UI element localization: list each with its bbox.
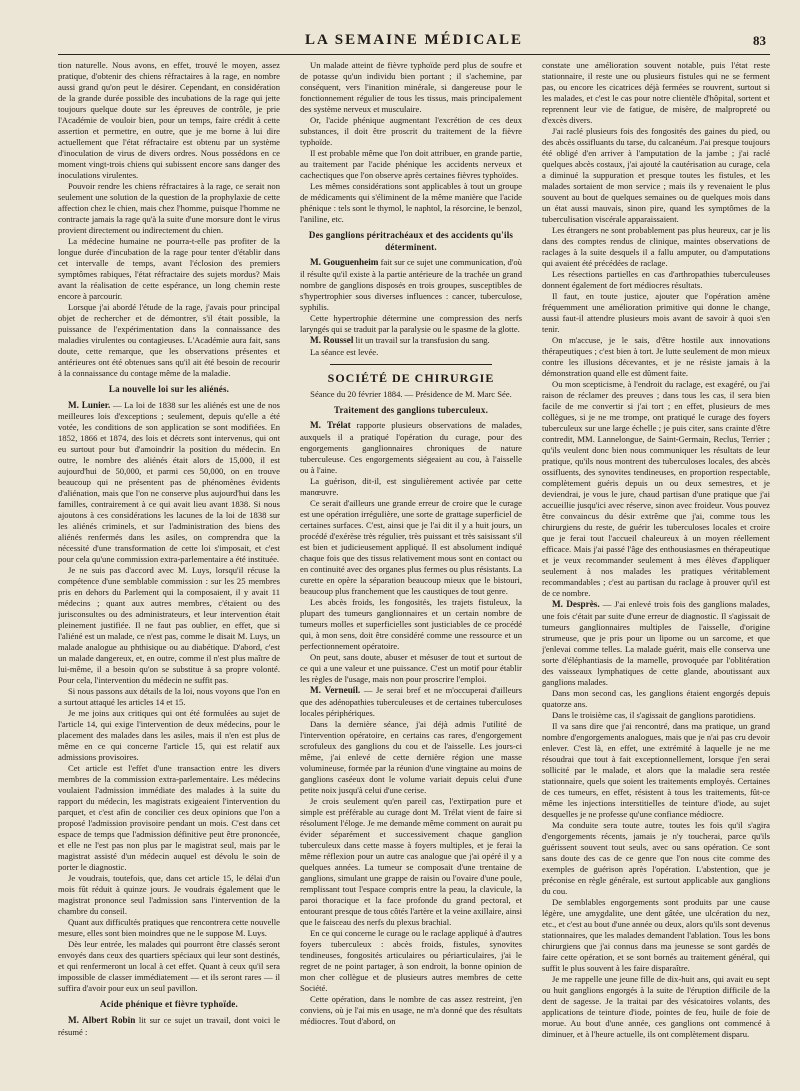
session-info: Séance du 20 février 1884. — Présidence de M. Marc Sée. (310, 388, 512, 399)
paragraph: Je crois seulement qu'en pareil cas, l'extirpation pure et simple est préférable au curage dont M. Trélat vient de faire si résolument l'éloge. Je me demande même comment on aurait pu évider séparément et successivement chaque ganglion tuberculeux dans cette masse à foyers multiples, et je ferai la même réflexion pour un autre cas analogue que j'ai opéré il y a quelques années. La tumeur se composait d'une trentaine de ganglions, simulant une grappe de raisin ou l'ovaire d'une poule, remplissant tout l'espace compris entre la peau, la clavicule, la paroi thoracique et la face profonde du grand pectoral, et entourant presque de tous côtés l'artère et la veine axillaire, ainsi que le faisceau des nerfs du plexus brachial. (300, 795, 522, 927)
speaker-name: M. Desprès. (552, 599, 600, 609)
paragraph: Un malade atteint de fièvre typhoïde perd plus de soufre et de potasse qu'un individu bien portant ; il s'achemine, par conséquent, vers l'inanition minérale, si dangereuse pour le fonctionnement régulier de tous les tissus, mais principalement des système nerveux et musculaire. (300, 60, 522, 114)
paragraph (300, 685, 522, 719)
paragraph: Dans le troisième cas, il s'agissait de ganglions parotidiens. (552, 709, 756, 720)
paragraph: Les mêmes considérations sont applicables à tout un groupe de médicaments qui s'éliminent de la même manière que l'acide phénique : tels sont le thymol, le naphtol, la résorcine, le benzol, l'aniline, etc. (300, 181, 522, 224)
page-header (58, 30, 770, 55)
paragraph (300, 257, 522, 313)
paragraph: constate une amélioration souvent notable, puis l'état reste stationnaire, il reste une ou plusieurs fistules qui ne se ferment pas, ou encore les cicatrices déjà fermées se rouvrent, surtout si les malades, et c'est le cas pour notre clientèle d'hôpital, sortent et reprennent leur vie de fatigue, de misère, de malpropreté ou d'excès divers. (542, 60, 770, 125)
paragraph: Il est probable même que l'on doit attribuer, en grande partie, au traitement par l'acide phénique les accidents nerveux et cachectiques que l'on observe après certaines fièvres typhoïdes. (300, 148, 522, 180)
speaker-name: M. Lunier. (68, 399, 111, 410)
paragraph-text: rapporte plusieurs observations de malades, auxquels il a pratiqué l'opération du curage, pour des engorgements ganglionnaires chroniques de nature tuberculeuse. Ces engorgements siégeaient au cou, à l'aisselle ou à l'aine. (300, 420, 522, 476)
paragraph: J'ai raclé plusieurs fois des fongosités des gaines du pied, ou des abcès ossifluants du tarse, du calcanéum. J'ai presque toujours été obligé d'en arriver à l'amputation de la jambe ; j'ai raclé quelques abcès costaux, j'ai ajouté la cautérisation au curage, cela a diminué la suppuration et presque toutes les fistules, et les malades sortaient de mon service ; mais ils y revenaient le plus souvent au bout de quelques semaines ou de quelques mois dans un état aussi mauvais, sinon pire, quand les symptômes de la tuberculisation viscérale apparaissaient. (542, 126, 770, 224)
paragraph (58, 400, 280, 566)
paragraph: Dans la dernière séance, j'ai déjà admis l'utilité de l'intervention opératoire, en certains cas rares, d'engorgement scrofuleux des ganglions du cou et de l'aisselle. Les jours-ci même, j'ai enlevé de cette dernière région une masse volumineuse, formée par la réunion d'une vingtaine au moins de ganglions caséeux dont le volume variait depuis celui d'une petite noix jusqu'à celui d'une cerise. (300, 718, 522, 795)
paragraph-text: — J'ai enlevé trois fois des ganglions malades, une fois c'était par suite d'une erreur de diagnostic. Il s'agissait de tumeurs ganglionnaires multiples de l'aisselle, d'origine strumeuse, que je pris pour un lipome ou un sarcome, et que j'enlevai comme telles. La malade guérit, mais elle conserva une sorte d'éléphantiasis de la mamelle, provoquée par l'oblitération des vaisseaux lymphatiques de cette glande, aboutissant aux ganglions malades. (542, 599, 770, 687)
paragraph-text: fait sur ce sujet une communication, d'où il résulte qu'il existe à la partie antérieure de la trachée un grand nombre de ganglions disposés en trois groupes, susceptibles de s'hypertrophier sous diverses influences : cancer, tuberculose, syphilis. (300, 257, 522, 312)
paragraph: Si nous passons aux détails de la loi, nous voyons que l'on en a surtout attaqué les articles 14 et 15. (58, 686, 280, 708)
section-heading: Traitement des ganglions tuberculeux. (333, 404, 489, 415)
paragraph: Je me joins aux critiques qui ont été formulées au sujet de l'article 14, qui exige l'intervention de deux médecins, pour le placement des malades dans les asiles, mais il n'en est plus de même en ce qui concerne l'article 15, qui est relatif aux admissions provisoires. (58, 708, 280, 763)
paragraph: Les résections partielles en cas d'arthropathies tuberculeuses donnent également de fort médiocres résultats. (542, 269, 770, 290)
column-1 (58, 60, 280, 1080)
paragraph: Pouvoir rendre les chiens réfractaires à la rage, ce serait non seulement une solution de la question de la prophylaxie de cette affection chez le chien, mais chez l'homme, puisque l'homme ne contracte jamais la rage qu'à la suite d'une morsure dont le virus provient directement ou indirectement du chien. (58, 181, 280, 235)
paragraph (300, 420, 522, 476)
divider (330, 364, 492, 365)
paragraph (542, 599, 770, 688)
page-number: 83 (753, 33, 766, 48)
paragraph: On m'accuse, je le sais, d'être hostile aux innovations thérapeutiques ; c'est bien à tort. Je lutte seulement de mon mieux contre les illusions décevantes, et je ne résiste jamais à la démonstration quand elle est dûment faite. (542, 335, 770, 378)
speaker-name: M. Verneuil. (310, 685, 361, 696)
section-heading: La nouvelle loi sur les aliénés. (108, 384, 230, 394)
paragraph: On peut, sans doute, abuser et mésuser de tout et surtout de ce qui a une valeur et une puissance. C'est un motif pour établir les règles de l'usage, mais non pour proscrire l'emploi. (300, 652, 522, 685)
paragraph: Les étrangers ne sont probablement pas plus heureux, car je lis dans des comptes rendus de clinique, maintes observations de raclages à la suite desquels il a fallu amputer, ou d'amputations qui avaient été précédées de raclage. (542, 225, 770, 268)
speaker-name: M. Trélat (310, 420, 351, 431)
paragraph: Dès leur entrée, les malades qui pourront être classés seront envoyés dans ceux des quartiers spéciaux qui leur sont destinés, et qui renfermeront un local à cet effet. Quant à ceux qu'il sera impossible de classer immédiatement — et ils seront rares — il suffira d'avoir pour eux un seul pavillon. (58, 939, 280, 994)
paragraph: De semblables engorgements sont produits par une cause légère, une amygdalite, une dent gâtée, une ulcération du nez, etc., et c'est au bout d'une année ou deux, alors qu'ils sont devenus stationnaires, que les malades demandent l'ablation. Tous les bons chirurgiens que j'ai connus dans ma jeunesse se sont gardés de faire cette opération, et se sont bornés au traitement général, qui suffit le plus souvent à les faire disparaître. (542, 896, 770, 973)
paragraph-text: lit un travail sur la transfusion du sang. (355, 334, 490, 345)
paragraph-text: — La loi de 1838 sur les aliénés est une de nos meilleures lois d'exceptions ; seulement, depuis qu'elle a été votée, les conditions de son application se sont modifiées. En 1852, 1866 et 1874, des lois et décrets sont intervenus, qui ont eu surtout pour but d'amoindrir la position du médecin. En outre, le nombre des aliénés était alors de 15,000, il est aujourd'hui de 50,000, et parmi ces 50,000, on en trouve beaucoup qui ne présentent pas de phénomènes évidents d'aliénation, mais que l'on ne conserve plus aujourd'hui dans les familles, contrairement à ce qui avait lieu avant 1838. Si nous ajoutons à ces considérations les lacunes de la loi de 1838 sur les aliénés criminels, et sur l'administration des biens des aliénés renfermés dans les asiles, on comprendra que la nécessité d'une transformation de cette loi s'imposait, et c'est pour cela qu'une commission extra-parlementaire a été instituée. (58, 399, 280, 565)
paragraph: Je voudrais, toutefois, que, dans cet article 15, le délai d'un mois fût réduit à quinze jours. Je voudrais également que le magistrat prononce seul l'admission sans l'intervention de la chambre du conseil. (58, 873, 280, 917)
paragraph-text: — Je serai bref et ne m'occuperai d'ailleurs que des adénopathies tuberculeuses et de certaines tuberculoses locales périphériques. (300, 685, 522, 718)
paragraph: Ce serait d'ailleurs une grande erreur de croire que le curage est une opération irréguIière, une sorte de grattage superficiel de certaines surfaces. C'est, ainsi que je l'ai dit il y a huit jours, un procédé d'exérèse très régulier, très puissant et très saisissant s'il est bien et judicieusement appliqué. Il est absolument indiqué chaque fois que des tissus relativement mous sont en contact ou en continuité avec des organes plus fermes ou plus résistants. La curette en opère la séparation beaucoup mieux que le bistouri, beaucoup plus franchement que les caustiques de tout genre. (300, 498, 522, 597)
journal-title: LA SEMAINE MÉDICALE (304, 32, 524, 48)
speaker-name: M. Roussel (310, 334, 354, 345)
society-header (300, 364, 522, 400)
paragraph: La médecine humaine ne pourra-t-elle pas profiter de la longue durée d'incubation de la rage pour tenter d'établir dans cet intervalle de temps, avant l'éclosion des premiers symptômes rabiques, l'état réfractaire des sujets mordus? Mais avant la réalisation de cette espérance, un long chemin reste encore à parcourir. (58, 236, 280, 301)
paragraph: Je me rappelle une jeune fille de dix-huit ans, qui avait eu sept ou huit ganglions engorgés à la suite de l'éruption difficile de la dent de sagesse. Je la traitai par des vésicatoires volants, des applications de teinture d'iode, pointes de feu, huile de foie de morue. Au bout d'une année, ces ganglions ont commencé à diminuer, et à l'heure actuelle, ils ont complètement disparu. (542, 973, 770, 1039)
paragraph: Ou mon scepticisme, à l'endroit du raclage, est exagéré, ou j'ai raison de réclamer des preuves ; dans tous les cas, il sera bien facile de me convertir si j'ai tort ; en effet, plusieurs de mes collègues, si je ne me trompe, ont pratiqué le curage des foyers tuberculeux sur une large échelle ; je puis citer, sans crainte d'être contredit, MM. Lannelongue, de Saint-Germain, Reclus, Terrier ; qu'ils veulent donc bien nous communiquer les résultats de leur pratique, qu'ils nous montrent des tuberculoses locales, des abcès ossifluents, des synovites tendineuses, en proportion respectable, complètement guéris depuis un ou deux semestres, et je deviendrai, je vous le jure, chaud partisan d'une pratique que j'ai accueillie jusqu'ici avec réserve, sinon avec froideur. Vous pouvez être convaincus du désir extrême que j'ai, comme tous les chirurgiens du reste, de guérir les tuberculoses locales et croire que je ferai tout l'accueil chaleureux à un moyen réellement efficace. Mais j'ai passé l'âge des enthousiasmes en thérapeutique et je veux recommander seulement à mes élèves d'appliquer seulement à nos malades les pratiques véritablement recommandables ; c'est au partisan du raclage à prouver qu'il est de ce nombre. (542, 379, 770, 598)
section-heading: Des ganglions péritrachéaux et des accidents qu'ils déterminent. (308, 230, 514, 252)
paragraph: La guérison, dit-il, est singulièrement activée par cette manœuvre. (300, 476, 522, 498)
paragraph: Lorsque j'ai abordé l'étude de la rage, j'avais pour principal objet de rechercher et de démontrer, s'il était possible, la puissance de l'expérimentation dans la connaissance des maladies virulentes ou contagieuses. L'Académie aura fait, sans doute, cette remarque, que les observations présentes et antérieures ont été obtenues sans qu'il ait été besoin de recourir à la connaissance du contage même de la maladie. (58, 302, 280, 378)
paragraph: tion naturelle. Nous avons, en effet, trouvé le moyen, assez pratique, d'obtenir des chiens réfractaires à la rage, en nombre aussi grand qu'on peut le désirer. Cependant, en considération de la grande durée possible des incubations de la rage qui jette toujours quelque doute sur les épreuves de contrôle, je prie l'Académie de vouloir bien, pour un temps, faire crédit à cette assertion et permettre, en outre, que je me borne à lui dire actuellement que l'état réfractaire est obtenu par un système d'inoculation de virus de divers ordres. Nous possédons en ce moment vingt-trois chiens qui subissent encore sans danger des inoculations virulentes. (58, 60, 280, 180)
paragraph: Dans mon second cas, les ganglions étaient engorgés depuis quatorze ans. (542, 687, 770, 709)
society-name: SOCIÉTÉ DE CHIRURGIE (327, 370, 495, 385)
speaker-name: M. Gouguenheim (310, 257, 379, 268)
column-3 (542, 60, 770, 1080)
paragraph: Cet article est l'effet d'une transaction entre les divers membres de la commission extra-parlementaire. Les médecins voulaient l'admission immédiate des malades à la suite du rapport du médecin, les magistrats exigeaient l'intervention du parquet, et c'est afin de concilier ces deux opinions que l'on a proposé l'admission provisoire pendant un mois. C'est dans cet espace de temps que l'admission définitive peut être prononcée, et elle ne l'est pas non plus par le magistrat seul, mais par le magistrat assisté d'un médecin auquel est dévolu le soin de porter le diagnostic. (58, 763, 280, 873)
paragraph: Je ne suis pas d'accord avec M. Luys, lorsqu'il récuse la compétence d'une semblable commission : sur les 25 membres pris en dehors du Parlement qui la composaient, il y avait 11 médecins ; quant aux autres membres, c'étaient ou des jurisconsultes ou des administrateurs, et leur intervention était pleinement justifiée. Il ne faut pas oublier, en effet, que si l'aliéné est un malade, ce n'est pas, comme le disait M. Luys, un malade analogue au phthisique ou au diabétique. D'abord, c'est un malade dangereux, et, en outre, comme il n'est plus maître de lui-même, il a besoin qu'on se substitue à sa propre volonté. Pour cela, l'intervention du médecin ne suffit pas. (58, 565, 280, 686)
paragraph: Cette hypertrophie détermine une compression des nerfs laryngés qui se traduit par la paralysie ou le spasme de la glotte. (300, 312, 522, 334)
paragraph: Or, l'acide phénique augmentant l'excrétion de ces deux substances, il doit être proscrit du traitement de la fièvre typhoïde. (300, 115, 522, 147)
paragraph: Il faut, en toute justice, ajouter que l'opération amène fréquemment une amélioration primitive qui donne le change, aussi faut-il attendre plusieurs mois avant de savoir à quoi s'en tenir. (542, 291, 770, 334)
paragraph: En ce qui concerne le curage ou le raclage appliqué à d'autres foyers tuberculeux : abcès froids, fistules, synovites tendineuses, fongosités articulaires ou périarticulaires, j'ai le regret de ne point partager, à son endroit, la bonne opinion de mon cher collègue et de plusieurs autres membres de cette Société. (300, 927, 522, 993)
section-heading: Acide phénique et fièvre typhoïde. (100, 999, 238, 1010)
paragraph (300, 335, 522, 347)
paragraph: Cette opération, dans le nombre de cas assez restreint, j'en conviens, où je l'ai mis en usage, ne m'a donné que des résultats médiocres. Tout d'abord, on (300, 993, 522, 1026)
column-2 (300, 60, 522, 1080)
paragraph: Il va sans dire que j'ai rencontré, dans ma pratique, un grand nombre d'engorgements analogues, mais que je n'ai pas cru devoir enlever. C'est là, en effet, une extrémité à laquelle je ne me résoudrai que tout à fait exceptionnellement, lorsque j'en serai sollicité par le malade, et alors que la maladie sera restée stationnaire, quels que soient les traitements employés. Certaines de ces tumeurs, en effet, résistent à tous les traitements, fût-ce même les injections interstitielles de teinture d'iode, au sujet desquelles je ne professe qu'une confiance médiocre. (542, 720, 770, 819)
paragraph: Les abcès froids, les fongosités, les trajets fistuleux, la plupart des tumeurs ganglionnaires et un certain nombre de tumeurs molles et superficielles sont justiciables de ce procédé qui, à mon sens, doit être considéré comme une ressource et un perfectionnement opératoire. (300, 597, 522, 652)
speaker-name: M. Albert Robin (68, 1014, 136, 1025)
paragraph: La séance est levée. (310, 346, 379, 357)
paragraph: Quant aux difficultés pratiques que rencontrera cette nouvelle mesure, elles sont bien moindres que ne le suppose M. Luys. (58, 917, 280, 939)
paragraph: Ma conduite sera toute autre, toutes les fois qu'il s'agira d'engorgements récents, jamais je n'y toucherai, parce qu'ils guérissent souvent tout seuls, avec ou sans opération. Ce sont sans doute des cas de ce genre que l'on nous cite comme des exemples de guérison après l'opération. L'abstention, que je préconise en règle générale, est surtout applicable aux ganglions du cou. (542, 819, 770, 896)
paragraph-text: lit sur ce sujet un travail, dont voici le résumé : (58, 1014, 280, 1037)
paragraph (58, 1015, 280, 1038)
